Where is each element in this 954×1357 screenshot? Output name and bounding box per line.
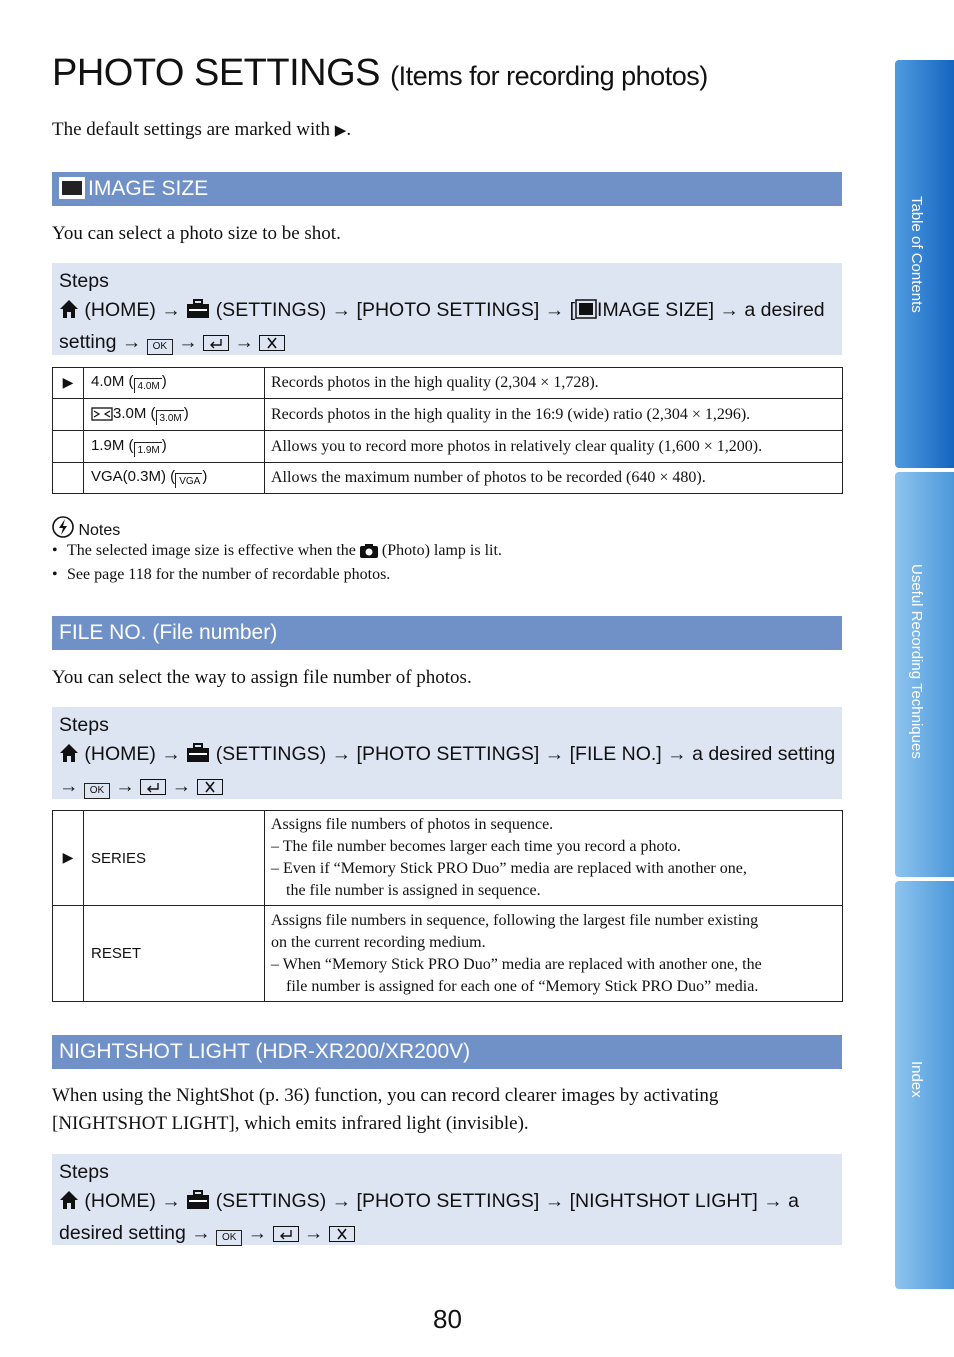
image-size-icon <box>59 176 85 210</box>
section-heading-file-no: FILE NO. (File number) <box>52 616 842 650</box>
ok-button-icon: OK <box>84 783 110 799</box>
table-row <box>53 463 843 494</box>
option-description: Records photos in the high quality in the 16:9 (wide) ratio (2,304 × 1,296). <box>265 399 843 431</box>
home-icon <box>59 1190 79 1219</box>
settings-toolbox-icon <box>186 299 210 328</box>
notes-icon <box>52 516 74 543</box>
file-no-options-table <box>52 810 843 1002</box>
default-marker-icon: ▶ <box>334 123 347 139</box>
image-size-description: You can select a photo size to be shot. <box>52 223 341 244</box>
option-name: 4.0M ( 4.0M ) <box>84 368 265 399</box>
page-title-main: PHOTO SETTINGS <box>52 52 381 94</box>
table-row <box>53 811 843 906</box>
option-name: SERIES <box>84 811 265 906</box>
table-row <box>53 431 843 463</box>
option-description: Records photos in the high quality (2,304 × 1,728). <box>265 368 843 399</box>
return-icon <box>203 331 229 360</box>
image-size-icon <box>575 299 597 328</box>
home-icon <box>59 743 79 772</box>
image-size-steps: Steps (HOME) → (SETTINGS) → [PHOTO SETTINGS] → [ IMAGE SIZE] → a desired setting → OK → → <box>52 263 842 355</box>
return-icon <box>273 1222 299 1251</box>
camera-icon <box>360 543 378 563</box>
settings-toolbox-icon <box>186 1190 210 1219</box>
option-name: RESET <box>84 906 265 1002</box>
section-heading-image-size: IMAGE SIZE <box>52 172 842 206</box>
notes-heading: Notes <box>52 516 120 543</box>
return-icon <box>140 775 166 804</box>
section-heading-nightshot-light: NIGHTSHOT LIGHT (HDR-XR200/XR200V) <box>52 1035 842 1069</box>
ok-button-icon: OK <box>216 1230 242 1246</box>
note-item: • See page 118 for the number of recordable photos. <box>52 566 391 583</box>
image-size-options-table <box>52 367 843 494</box>
page-title-sub: (Items for recording photos) <box>390 61 708 91</box>
close-icon <box>197 775 223 804</box>
ok-button-icon: OK <box>147 339 173 355</box>
file-no-steps: Steps (HOME) → (SETTINGS) → [PHOTO SETTINGS] → [FILE NO.] → a desired setting → OK → → <box>52 707 842 799</box>
page-number: 80 <box>433 1304 462 1334</box>
close-icon <box>329 1222 355 1251</box>
option-name: 1.9M ( 1.9M ) <box>84 431 265 463</box>
page-title <box>52 52 708 95</box>
wide-ratio-icon <box>91 407 113 425</box>
table-row <box>53 368 843 399</box>
default-marker-icon: ▶ <box>53 811 84 906</box>
sidebar-tab-table-of-contents[interactable]: Table of Contents <box>895 60 954 468</box>
default-marker-icon: ▶ <box>53 368 84 399</box>
table-row <box>53 399 843 431</box>
nightshot-steps: Steps (HOME) → (SETTINGS) → [PHOTO SETTINGS] → [NIGHTSHOT LIGHT] → a desired setting → OK → → <box>52 1154 842 1245</box>
intro-text: The default settings are marked with ▶. <box>52 119 352 140</box>
option-description: Allows you to record more photos in relatively clear quality (1,600 × 1,200). <box>265 431 843 463</box>
sidebar-tab-index[interactable]: Index <box>895 881 954 1289</box>
note-item: • The selected image size is effective when the (Photo) lamp is lit. <box>52 542 502 563</box>
sidebar-tab-useful-recording-techniques[interactable]: Useful Recording Techniques <box>895 472 954 877</box>
file-no-description: You can select the way to assign file number of photos. <box>52 667 472 688</box>
option-description: Assigns file numbers in sequence, following the largest file number existing on the current recording medium. – When “Memory Stick PRO Duo” media are replaced with another one, the file number is assigned for each one of “Memory Stick PRO Duo” media. <box>265 906 843 1002</box>
option-description: Assigns file numbers of photos in sequence. – The file number becomes larger each time you record a photo. – Even if “Memory Stick PRO Duo” media are replaced with another one, the file number is assigned in sequence. <box>265 811 843 906</box>
option-description: Allows the maximum number of photos to be recorded (640 × 480). <box>265 463 843 494</box>
option-name: 3.0M ( 3.0M ) <box>84 399 265 431</box>
option-name: VGA(0.3M) ( VGA ) <box>84 463 265 494</box>
steps-label: Steps <box>59 270 109 292</box>
nightshot-description: When using the NightShot (p. 36) function, you can record clearer images by activating [NIGHTSHOT LIGHT], which emits infrared light (invisible). <box>52 1085 719 1134</box>
home-icon <box>59 299 79 328</box>
close-icon <box>259 331 285 360</box>
steps-label: Steps <box>59 1161 109 1183</box>
table-row <box>53 906 843 1002</box>
steps-label: Steps <box>59 714 109 736</box>
settings-toolbox-icon <box>186 743 210 772</box>
